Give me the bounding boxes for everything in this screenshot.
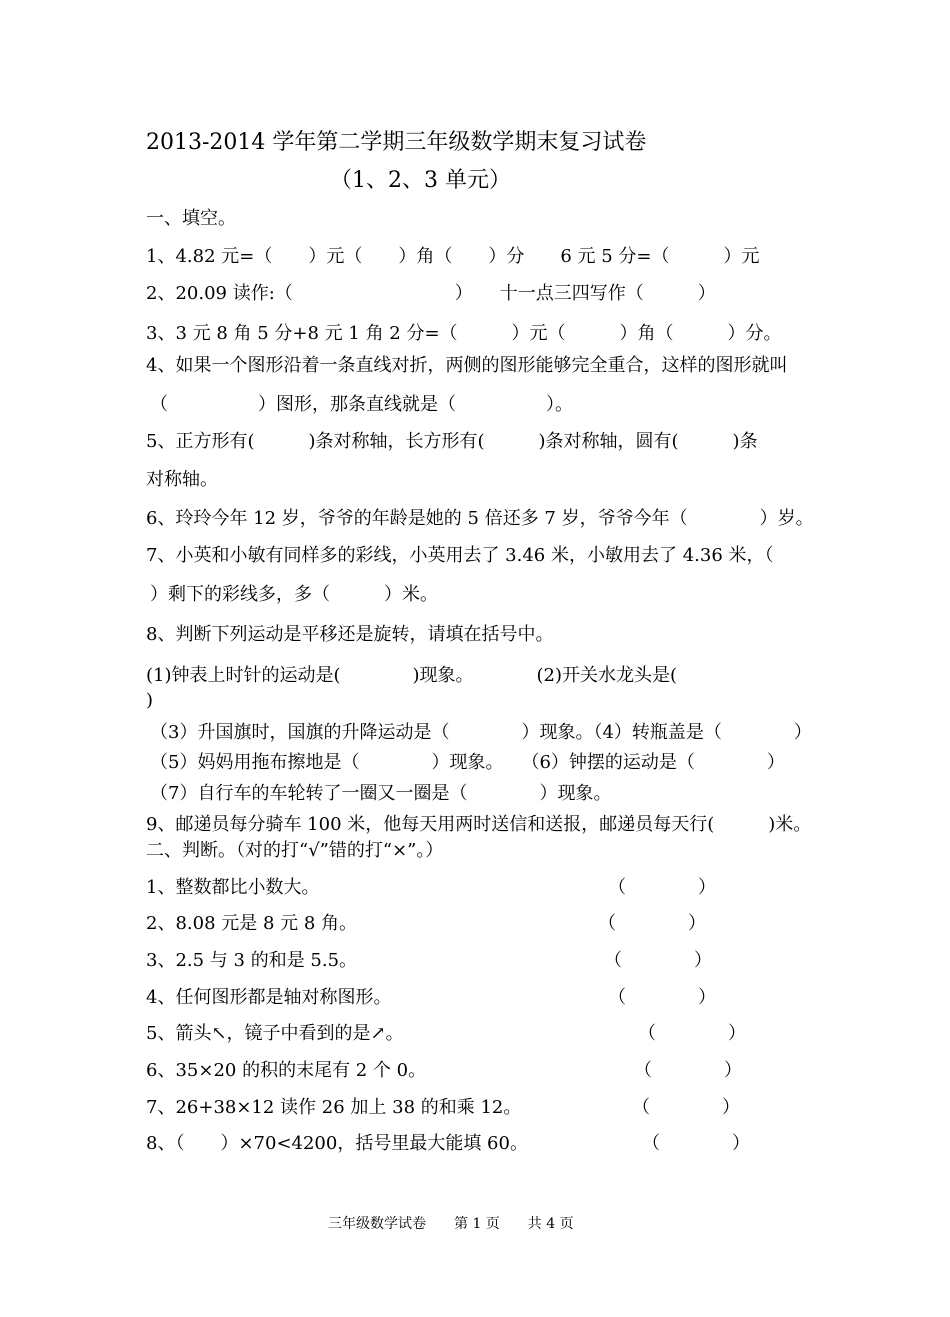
fill-line-8-3: （3）升国旗时，国旗的升降运动是（ ）现象。（4）转瓶盖是（ ） bbox=[150, 722, 812, 743]
fill-line-8: 8、判断下列运动是平移还是旋转，请填在括号中。 bbox=[146, 624, 554, 645]
fill-line-6: 6、玲玲今年 12 岁，爷爷的年龄是她的 5 倍还多 7 岁，爷爷今年（ ）岁。 bbox=[146, 508, 814, 529]
judge-blank: （ ） bbox=[598, 913, 706, 934]
judge-blank: （ ） bbox=[608, 877, 716, 898]
judge-item: 8、（ ）×70<4200，括号里最大能填 60。 bbox=[146, 1133, 528, 1154]
fill-line-7: 7、小英和小敏有同样多的彩线，小英用去了 3.46 米，小敏用去了 4.36 米，（ bbox=[146, 545, 774, 566]
section1-heading: 一、填空。 bbox=[146, 208, 236, 229]
fill-line-3: 3、3 元 8 角 5 分+8 元 1 角 2 分=（ ）元（ ）角（ ）分。 bbox=[146, 323, 782, 344]
fill-line-8-5: （5）妈妈用拖布擦地是（ ）现象。 （6）钟摆的运动是（ ） bbox=[150, 752, 785, 773]
judge-blank: （ ） bbox=[638, 1023, 746, 1044]
judge-item: 7、26+38×12 读作 26 加上 38 的和乘 12。 bbox=[146, 1097, 522, 1118]
fill-line-2: 2、20.09 读作:（ ） 十一点三四写作（ ） bbox=[146, 283, 716, 304]
fill-line-9: 9、邮递员每分骑车 100 米，他每天用两时送信和送报，邮递员每天行( )米。 bbox=[146, 814, 812, 835]
fill-line-5b: 对称轴。 bbox=[146, 469, 218, 490]
page-subtitle: （1、2、3 单元） bbox=[330, 168, 511, 193]
page-footer: 三年级数学试卷 第 1 页 共 4 页 bbox=[328, 1216, 574, 1232]
fill-line-5: 5、正方形有( )条对称轴，长方形有( )条对称轴，圆有( )条 bbox=[146, 431, 758, 452]
judge-blank: （ ） bbox=[604, 950, 712, 971]
judge-item: 1、整数都比小数大。 bbox=[146, 877, 320, 898]
section2-heading: 二、判断。（对的打“√”错的打“×”。） bbox=[146, 840, 444, 861]
fill-line-8-7: （7）自行车的车轮转了一圈又一圈是（ ）现象。 bbox=[150, 783, 612, 804]
fill-line-4b: （ ）图形，那条直线就是（ ）。 bbox=[150, 394, 573, 415]
fill-line-8-1b: ) bbox=[146, 690, 154, 711]
judge-item: 2、8.08 元是 8 元 8 角。 bbox=[146, 913, 358, 934]
page-title: 2013-2014 学年第二学期三年级数学期末复习试卷 bbox=[146, 130, 647, 155]
judge-blank: （ ） bbox=[608, 987, 716, 1008]
fill-line-7b: ）剩下的彩线多，多（ ）米。 bbox=[150, 584, 438, 605]
fill-line-4: 4、如果一个图形沿着一条直线对折，两侧的图形能够完全重合，这样的图形就叫 bbox=[146, 355, 788, 376]
fill-line-1: 1、4.82 元=（ ）元（ ）角（ ）分 6 元 5 分=（ ）元 bbox=[146, 246, 760, 267]
judge-blank: （ ） bbox=[642, 1133, 750, 1154]
judge-item: 5、箭头↖，镜子中看到的是↗。 bbox=[146, 1023, 404, 1044]
fill-line-8-1: (1)钟表上时针的运动是( )现象。 (2)开关水龙头是( bbox=[146, 665, 678, 686]
judge-blank: （ ） bbox=[634, 1060, 742, 1081]
judge-blank: （ ） bbox=[632, 1097, 740, 1118]
judge-item: 4、任何图形都是轴对称图形。 bbox=[146, 987, 392, 1008]
judge-item: 6、35×20 的积的末尾有 2 个 0。 bbox=[146, 1060, 427, 1081]
judge-item: 3、2.5 与 3 的和是 5.5。 bbox=[146, 950, 358, 971]
